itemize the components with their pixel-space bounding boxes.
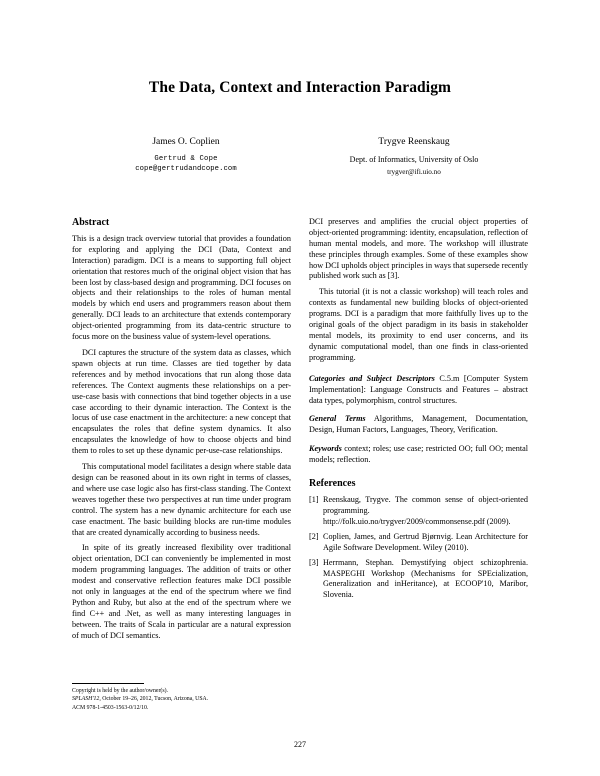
keywords-block <box>309 444 528 466</box>
page-number: 227 <box>294 740 306 749</box>
keywords-text: context; roles; use case; restricted OO; full OO; mental models; reflection. <box>309 444 529 465</box>
reference-item <box>309 532 528 554</box>
author-2-email[interactable]: trygver@ifi.uio.no <box>387 167 441 176</box>
footnote-venue: SPLASH'12, <box>72 696 101 703</box>
reference-text: Coplien, James, and Gertrud Bjørnvig. Lean Architecture for Agile Software Development. Wiley (2010). <box>323 531 528 552</box>
reference-number: [1] <box>309 495 319 505</box>
author-1-email[interactable]: cope@gertrudandcope.com <box>135 165 237 174</box>
abstract-paragraph-3: This computational model facilitates a design where stable data design can be reasoned about in its own right in terms of classes, and where use case logic also has first-class standing. The Context weaves together these two perspectives at run time under program control. The system has a new dynamic architecture for each use case enactment. The basic building blocks are run-time modules that are created dynamically according to business needs. <box>72 462 291 537</box>
reference-number: [3] <box>309 557 319 567</box>
abstract-paragraph-5: This tutorial (it is not a classic workshop) will teach roles and contexts as fundamental new building blocks of object-oriented programs. DCI is a paradigm that more faithfully lives up to the original goals of the object paradigm in its basis in stakeholder mental models, its proximity to end user concerns, and its dynamic computational model, than one finds in class-oriented programming. <box>309 287 528 362</box>
general-terms-block <box>309 414 528 436</box>
author-1-name: James O. Coplien <box>152 137 220 148</box>
author-1-affiliation: Gertrud & Cope <box>154 154 218 163</box>
categories-block <box>309 374 528 407</box>
abstract-paragraph-1: This is a design track overview tutorial that provides a foundation for exploring and applying the DCI (Data, Context and Interaction) paradigm. DCI is a means to supporting full object orientation that restores much of the original object vision that has been lost by class-based design and programming. DCI focuses on objects and their relationships to the roles of human mental models by which end users and programmers reason about them generally. DCI leads to an architecture that extends contemporary object-oriented programming from its data-centric structure to focus more on the business value of system-level operations. <box>72 233 291 342</box>
abstract-heading: Abstract <box>72 216 110 228</box>
reference-item <box>309 558 528 602</box>
abstract-paragraph-4-continued: DCI preserves and amplifies the crucial object properties of object-oriented programming: identity, encapsulation, reflection of human mental models, and more. The workshop will illustrate these principles through examples. Some of these examples show how DCI upholds object principles in ways that supersede recently published work such as [3]. <box>309 216 528 281</box>
reference-number: [2] <box>309 531 319 541</box>
reference-item <box>309 495 528 528</box>
general-terms-text: Algorithms, Management, Documentation, Design, Human Factors, Languages, Theory, Verification. <box>309 414 528 435</box>
paper-content <box>72 60 528 642</box>
categories-heading: Categories and Subject Descriptors <box>309 373 435 383</box>
reference-text: Herrmann, Stephan. Demystifying object schizophrenia. MASPEGHI Workshop (Mechanisms for SPEcialization, Generalization and inHeritance), at ECOOP'10, Maribor, Slovenia. <box>323 557 528 600</box>
categories-text: C.5.m [Computer System Implementation]: Language Constructs and Features – abstract data types, polymorphism, control structures. <box>309 373 529 405</box>
author-block <box>72 136 528 177</box>
references-heading: References <box>309 478 356 490</box>
page-title: The Data, Context and Interaction Paradigm <box>148 79 452 96</box>
footnote-line-2 <box>72 695 291 703</box>
footnote-venue-rest: October 19–26, 2012, Tucson, Arizona, USA. <box>102 696 209 703</box>
two-column-body <box>72 217 528 642</box>
author-1 <box>72 136 300 177</box>
keywords-heading: Keywords <box>309 444 342 454</box>
abstract-paragraph-4: In spite of its greatly increased flexibility over traditional object orientation, DCI can conveniently be implemented in most modern programming languages. The addition of traits or other modest and conservative reflection features make DCI possible not only in languages at the end of the spectrum where we find Python and Ruby, but also at the end of the spectrum where we find C++ and .Net, as well as many interesting languages in between. The traits of Scala in particular are a natural expression of much of DCI semantics. <box>72 543 291 640</box>
right-column <box>309 217 528 642</box>
footnote-line-1: Copyright is held by the author/owner(s). <box>72 688 168 694</box>
footnote-line-3: ACM 978-1-4503-1563-0/12/10. <box>72 704 149 711</box>
author-2 <box>300 136 528 177</box>
left-column <box>72 217 291 642</box>
copyright-footnote <box>72 683 291 712</box>
footnote-rule <box>72 683 144 684</box>
abstract-paragraph-2: DCI captures the structure of the system data as classes, which spawn objects at run time. Classes are tied together by data references and by method invocations that run along those data references. The Context augments these relationships on a per-use-case basis with connections that bind together objects in a use case according to their dynamic interaction. The Context is the locus of use case enactment in the architecture: a new concept that encapsulates the roles that define system dynamics. It also encapsulates the knowledge of how to choose objects and bind them to roles to set up these dynamic per-use-case relationships. <box>72 348 291 456</box>
author-2-affiliation: Dept. of Informatics, University of Oslo <box>349 154 479 164</box>
general-terms-heading: General Terms <box>309 414 366 424</box>
reference-text: Reenskaug, Trygve. The common sense of object-oriented programming. http://folk.uio.no/trygver/2009/commonsense.pdf (2009). <box>323 495 528 526</box>
author-2-name: Trygve Reenskaug <box>378 137 450 148</box>
